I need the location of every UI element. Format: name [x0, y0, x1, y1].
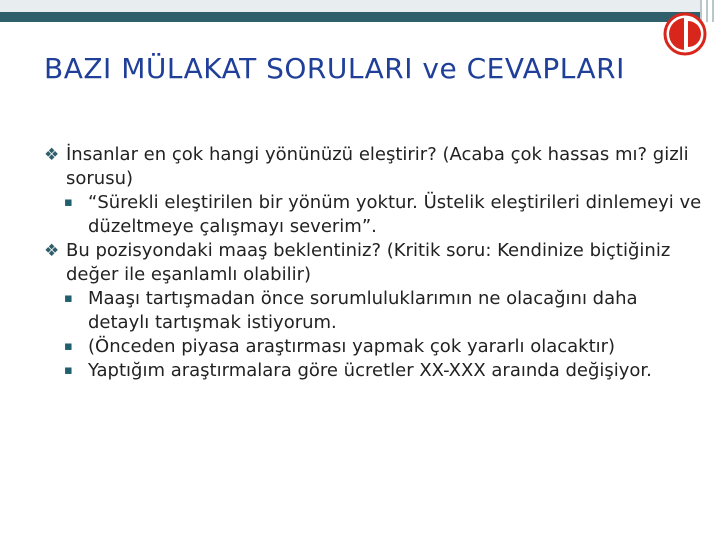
- top-decorative-bar: [0, 0, 720, 22]
- page-title: BAZI MÜLAKAT SORULARI ve CEVAPLARI: [44, 52, 625, 85]
- sub-bullet-text: Yaptığım araştırmalara göre ücretler XX-XXX araında değişiyor.: [88, 360, 652, 381]
- square-bullet-icon: ▪: [64, 363, 73, 378]
- square-bullet-icon: ▪: [64, 339, 73, 354]
- list-item: [44, 239, 704, 287]
- list-item: [44, 143, 704, 191]
- sub-bullet-text: “Sürekli eleştirilen bir yönüm yoktur. Üstelik eleştirileri dinlemeyi ve düzeltmeye çalışmayı severim”.: [88, 192, 702, 237]
- sub-bullet-text: Maaşı tartışmadan önce sorumluluklarımın ne olacağını daha detaylı tartışmak istiyorum.: [88, 288, 638, 333]
- square-bullet-icon: ▪: [64, 291, 73, 306]
- sub-list-item: [44, 191, 704, 239]
- university-logo: [663, 12, 707, 56]
- sub-list-item: [44, 287, 704, 335]
- bullet-text: Bu pozisyondaki maaş beklentiniz? (Kritik soru: Kendinize biçtiğiniz değer ile eşanlamlı olabilir): [66, 240, 671, 285]
- sub-list-item: [44, 335, 704, 359]
- diamond-cluster-icon: ❖: [44, 145, 60, 165]
- top-band: [0, 0, 700, 22]
- bullet-text: İnsanlar en çok hangi yönünüzü eleştirir? (Acaba çok hassas mı? gizli sorusu): [66, 144, 689, 189]
- square-bullet-icon: ▪: [64, 195, 73, 210]
- bullet-content: [44, 143, 704, 383]
- diamond-cluster-icon: ❖: [44, 241, 60, 261]
- sub-list-item: [44, 359, 704, 383]
- sub-bullet-text: (Önceden piyasa araştırması yapmak çok yararlı olacaktır): [88, 336, 616, 357]
